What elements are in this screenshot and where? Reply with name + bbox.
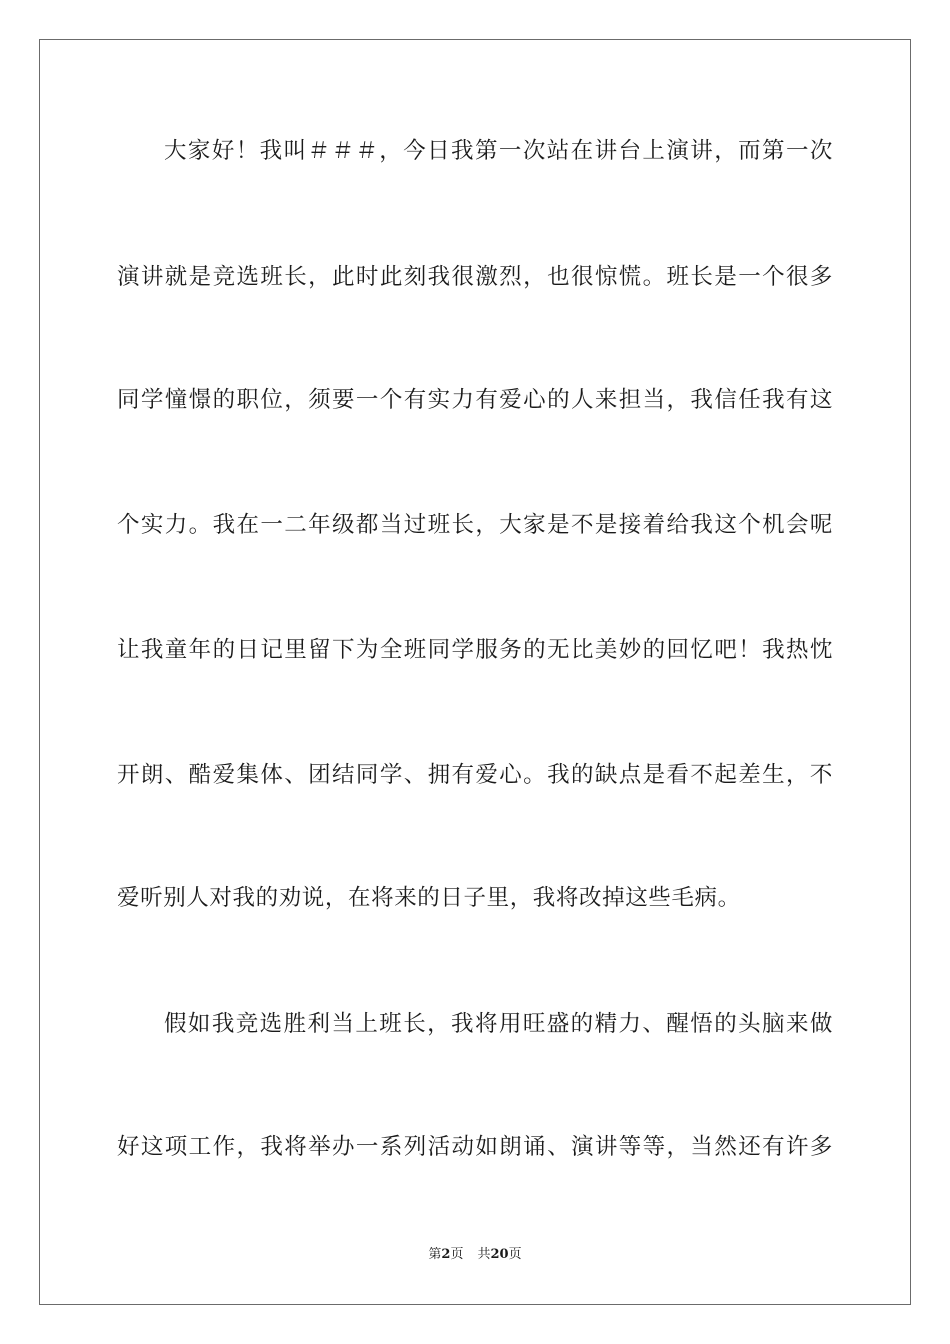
page-number: 2 bbox=[441, 1247, 451, 1262]
paragraph-1-line-4: 个实力。我在一二年级都当过班长，大家是不是接着给我这个机会呢 bbox=[117, 512, 833, 538]
paragraph-1-line-1: 大家好！我叫＃＃＃，今日我第一次站在讲台上演讲，而第一次 bbox=[164, 138, 833, 164]
total-pages: 20 bbox=[490, 1247, 509, 1262]
paragraph-2-line-2: 好这项工作，我将举办一系列活动如朗诵、演讲等等，当然还有许多 bbox=[117, 1134, 833, 1160]
paragraph-1-line-2: 演讲就是竞选班长，此时此刻我很激烈，也很惊慌。班长是一个很多 bbox=[117, 264, 833, 290]
paragraph-1-line-3: 同学憧憬的职位，须要一个有实力有爱心的人来担当，我信任我有这 bbox=[117, 387, 833, 413]
page-footer bbox=[0, 1246, 950, 1264]
total-prefix: 共 bbox=[477, 1247, 491, 1262]
total-suffix: 页 bbox=[508, 1247, 522, 1262]
paragraph-2-line-1: 假如我竞选胜利当上班长，我将用旺盛的精力、醒悟的头脑来做 bbox=[164, 1011, 833, 1037]
paragraph-1-line-7: 爱听别人对我的劝说，在将来的日子里，我将改掉这些毛病。 bbox=[117, 885, 741, 911]
page-border bbox=[39, 39, 911, 1305]
paragraph-1-line-6: 开朗、酷爱集体、团结同学、拥有爱心。我的缺点是看不起差生，不 bbox=[117, 762, 833, 788]
page-prefix: 第 bbox=[428, 1247, 442, 1262]
paragraph-1-line-5: 让我童年的日记里留下为全班同学服务的无比美妙的回忆吧！我热忱 bbox=[117, 637, 833, 663]
page-suffix: 页 bbox=[450, 1247, 464, 1262]
